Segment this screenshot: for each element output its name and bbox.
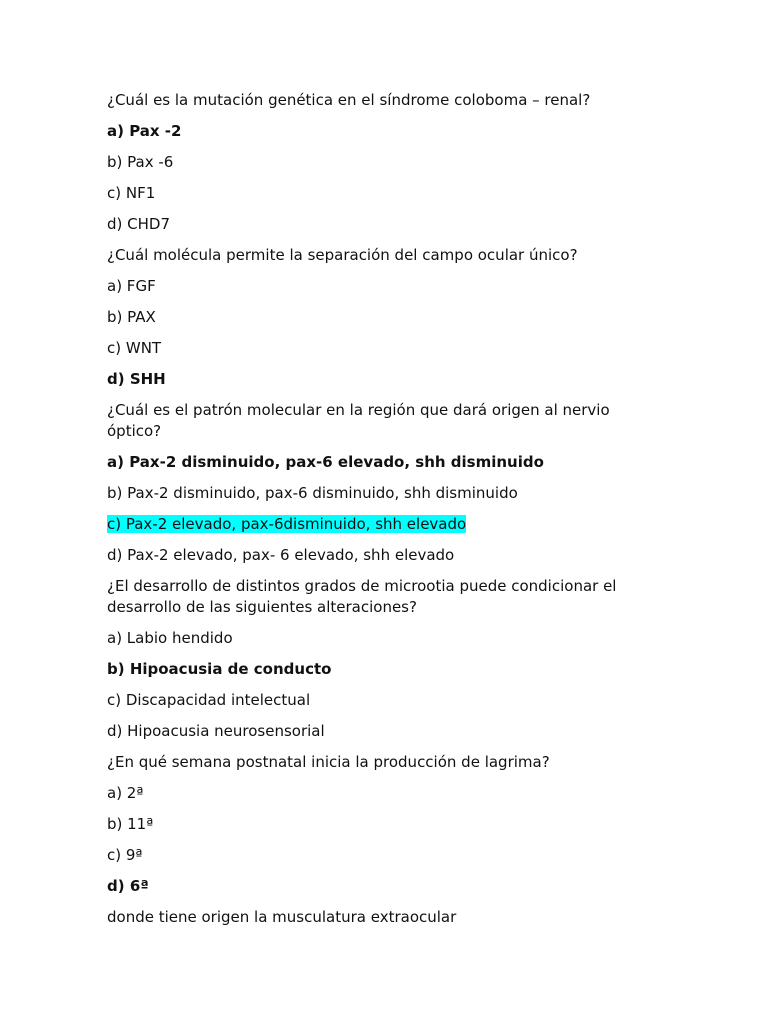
question-4-option-d: d) Hipoacusia neurosensorial bbox=[107, 722, 325, 740]
question-2-prompt: ¿Cuál molécula permite la separación del campo ocular único? bbox=[107, 246, 578, 264]
question-3-option-b: b) Pax-2 disminuido, pax-6 disminuido, shh disminuido bbox=[107, 484, 518, 502]
question-4-option-a: a) Labio hendido bbox=[107, 629, 233, 647]
question-1-prompt: ¿Cuál es la mutación genética en el síndrome coloboma – renal? bbox=[107, 91, 591, 109]
question-2-option-a: a) FGF bbox=[107, 277, 156, 295]
question-3-option-d: d) Pax-2 elevado, pax- 6 elevado, shh elevado bbox=[107, 546, 455, 564]
question-5-option-d: d) 6ª bbox=[107, 877, 149, 895]
document-page bbox=[107, 90, 647, 938]
question-3-option-a: a) Pax-2 disminuido, pax-6 elevado, shh disminuido bbox=[107, 453, 544, 471]
question-4-option-b: b) Hipoacusia de conducto bbox=[107, 660, 332, 678]
question-3-prompt: ¿Cuál es el patrón molecular en la región que dará origen al nervio óptico? bbox=[107, 401, 610, 440]
question-5-option-c: c) 9ª bbox=[107, 846, 143, 864]
question-1-option-b: b) Pax -6 bbox=[107, 153, 174, 171]
question-5-option-a: a) 2ª bbox=[107, 784, 144, 802]
question-2-option-b: b) PAX bbox=[107, 308, 156, 326]
question-1-option-a: a) Pax -2 bbox=[107, 122, 182, 140]
question-4-prompt: ¿El desarrollo de distintos grados de microotia puede condicionar el desarrollo de las siguientes alteraciones? bbox=[107, 577, 617, 616]
question-5-prompt: ¿En qué semana postnatal inicia la producción de lagrima? bbox=[107, 753, 550, 771]
question-3-option-c bbox=[107, 514, 647, 535]
question-1-option-d: d) CHD7 bbox=[107, 215, 170, 233]
highlighted-option-text: c) Pax-2 elevado, pax-6disminuido, shh elevado bbox=[107, 515, 467, 533]
question-6-prompt: donde tiene origen la musculatura extraocular bbox=[107, 908, 457, 926]
question-2-option-d: d) SHH bbox=[107, 370, 166, 388]
question-2-option-c: c) WNT bbox=[107, 339, 162, 357]
question-5-option-b: b) 11ª bbox=[107, 815, 154, 833]
question-1-option-c: c) NF1 bbox=[107, 184, 156, 202]
question-4-option-c: c) Discapacidad intelectual bbox=[107, 691, 311, 709]
